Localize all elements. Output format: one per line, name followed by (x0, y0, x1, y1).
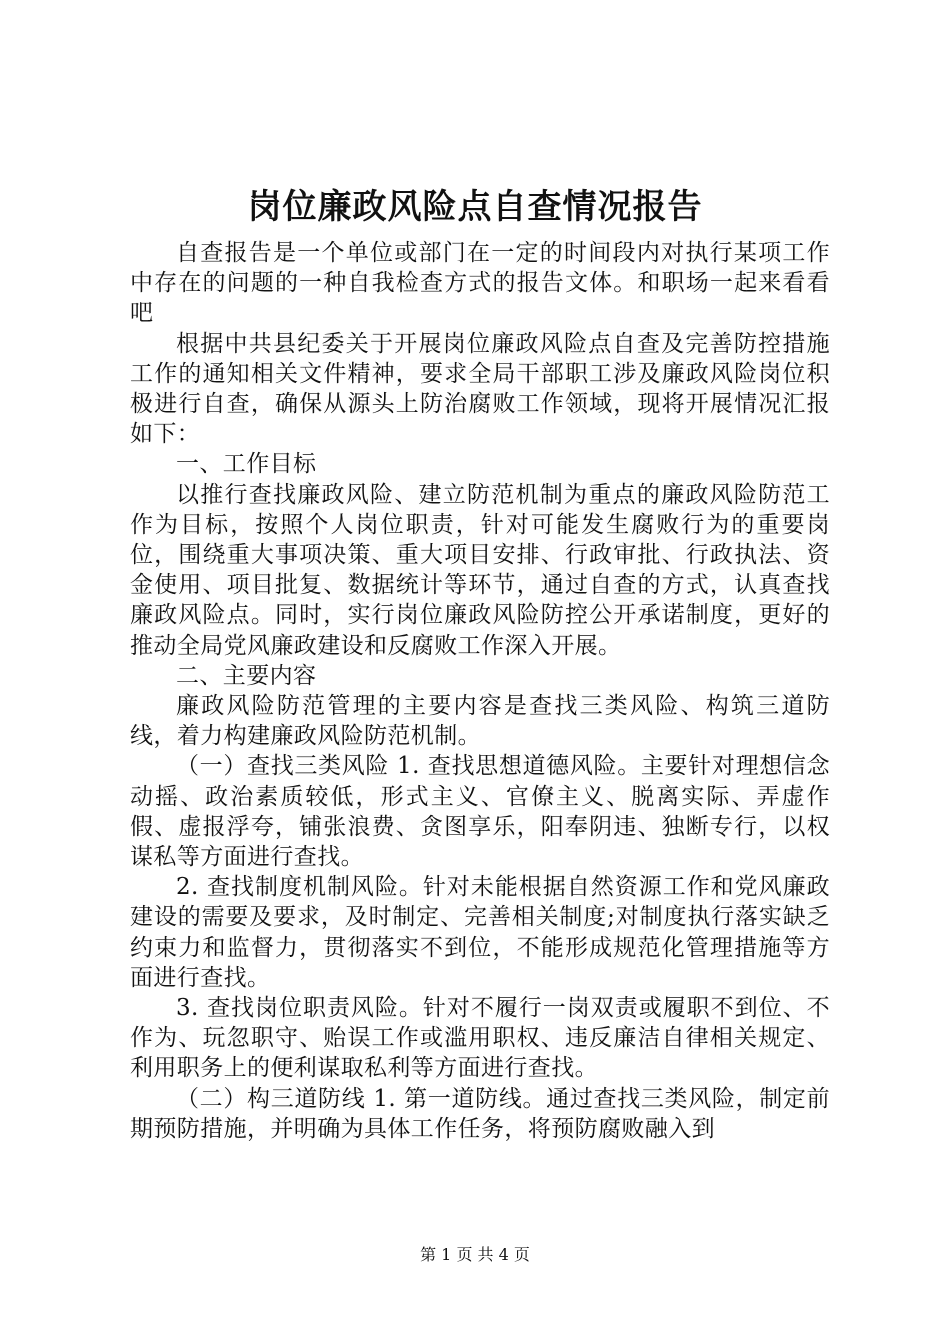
paragraph-defense-lines: （二）构三道防线 1. 第一道防线。通过查找三类风险，制定前期预防措施，并明确为具体工作任务，将预防腐败融入到 (130, 1085, 830, 1142)
paragraph-risk-2: 2. 查找制度机制风险。针对未能根据自然资源工作和党风廉政建设的需要及要求，及时制定、完善相关制度;对制度执行落实缺乏约束力和监督力，贯彻落实不到位，不能形成规范化管理措施等方面进行查找。 (130, 874, 830, 991)
paragraph-background: 根据中共县纪委关于开展岗位廉政风险点自查及完善防控措施工作的通知相关文件精神，要求全局干部职工涉及廉政风险岗位积极进行自查，确保从源头上防治腐败工作领域，现将开展情况汇报如下： (130, 330, 830, 448)
paragraph-goals: 以推行查找廉政风险、建立防范机制为重点的廉政风险防范工作为目标，按照个人岗位职责，针对可能发生腐败行为的重要岗位，围绕重大事项决策、重大项目安排、行政审批、行政执法、资金使用、项目批复、数据统计等环节，通过自查的方式，认真查找廉政风险点。同时，实行岗位廉政风险防控公开承诺制度，更好的推动全局党风廉政建设和反腐败工作深入开展。 (130, 481, 830, 659)
section-heading-content: 二、主要内容 (176, 662, 317, 689)
document-body (130, 238, 830, 1144)
paragraph-content-summary: 廉政风险防范管理的主要内容是查找三类风险、构筑三道防线，着力构建廉政风险防范机制。 (130, 693, 830, 750)
paragraph-risk-3: 3. 查找岗位职责风险。针对不履行一岗双责或履职不到位、不作为、玩忽职守、贻误工作或滥用职权、违反廉洁自律相关规定、利用职务上的便利谋取私利等方面进行查找。 (130, 995, 830, 1082)
paragraph-risk-1: （一）查找三类风险 1. 查找思想道德风险。主要针对理想信念动摇、政治素质较低，形式主义、官僚主义、脱离实际、弄虚作假、虚报浮夸，铺张浪费、贪图享乐，阳奉阴违、独断专行，以权谋私等方面进行查找。 (130, 753, 830, 871)
page-title: 岗位廉政风险点自查情况报告 (247, 187, 703, 227)
page-footer: 第 1 页 共 4 页 (420, 1245, 530, 1264)
paragraph-intro: 自查报告是一个单位或部门在一定的时间段内对执行某项工作中存在的问题的一种自我检查方式的报告文体。和职场一起来看看吧 (130, 240, 830, 327)
section-heading-goals: 一、工作目标 (176, 451, 317, 478)
